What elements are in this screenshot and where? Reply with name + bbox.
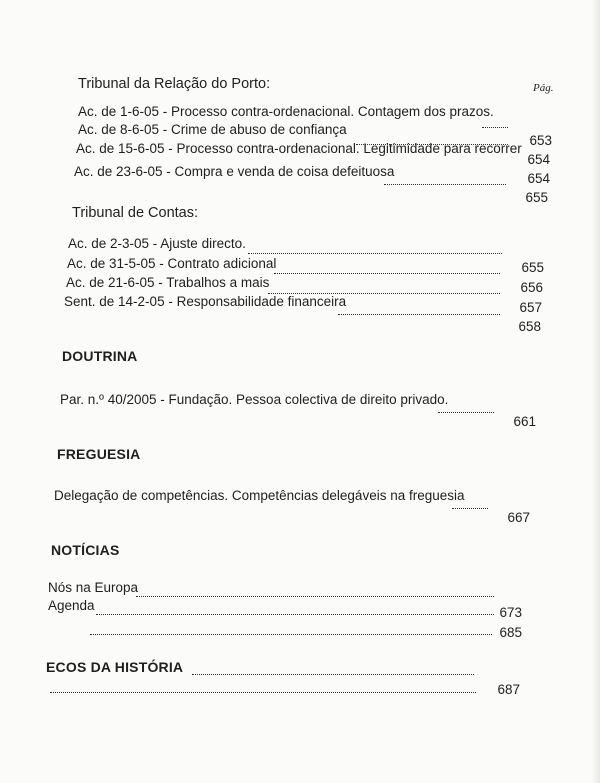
page-number: 656	[520, 280, 543, 295]
page-column-label: Pág.	[533, 82, 554, 94]
toc-entry: Agenda	[48, 598, 95, 613]
toc-entry: Ac. de 8-6-05 - Crime de abuso de confiança	[78, 122, 347, 137]
page-number: 661	[513, 414, 536, 429]
dot-leader	[274, 273, 500, 274]
toc-entry: Delegação de competências. Competências delegáveis na freguesia	[54, 488, 465, 503]
dot-leader	[96, 614, 494, 615]
dot-leader	[452, 508, 488, 509]
toc-entry: Nós na Europa	[48, 580, 139, 595]
page-number: 658	[518, 319, 541, 334]
page-number: 655	[521, 260, 544, 275]
dot-leader	[482, 127, 508, 128]
page-number: 654	[527, 171, 550, 186]
toc-entry: Par. n.º 40/2005 - Fundação. Pessoa colectiva de direito privado.	[60, 392, 449, 407]
section-title-contas: Tribunal de Contas:	[72, 205, 199, 221]
page-number: 657	[519, 300, 542, 315]
page-number: 654	[527, 152, 550, 167]
toc-entry: Ac. de 23-6-05 - Compra e venda de coisa defeituosa	[74, 164, 395, 179]
page-number: 673	[499, 605, 522, 620]
page-number: 653	[529, 133, 552, 148]
section-heading-doutrina: DOUTRINA	[62, 348, 138, 364]
page-edge-shadow	[592, 0, 600, 783]
dot-leader	[136, 596, 494, 597]
section-heading-noticias: NOTÍCIAS	[51, 542, 120, 558]
toc-entry: Ac. de 15-6-05 - Processo contra-ordenacional. Legitimidade para recorrer	[76, 141, 522, 156]
toc-entry: Ac. de 1-6-05 - Processo contra-ordenacional. Contagem dos prazos.	[78, 104, 494, 119]
toc-entry: Ac. de 21-6-05 - Trabalhos a mais	[66, 275, 270, 290]
page-number: 667	[507, 510, 530, 525]
section-heading-ecos: ECOS DA HISTÓRIA	[46, 659, 184, 675]
dot-leader	[338, 314, 500, 315]
section-title-relacao: Tribunal da Relação do Porto:	[78, 76, 271, 92]
page-number: 655	[525, 190, 548, 205]
dot-leader	[90, 634, 492, 635]
section-heading-freguesia: FREGUESIA	[57, 446, 141, 462]
page-number: 685	[499, 625, 522, 640]
dot-leader	[248, 253, 502, 254]
page-number: 687	[497, 682, 520, 697]
toc-entry: Ac. de 2-3-05 - Ajuste directo.	[68, 236, 246, 251]
toc-entry: Ac. de 31-5-05 - Contrato adicional	[67, 256, 277, 271]
toc-entry: Sent. de 14-2-05 - Responsabilidade financeira	[64, 294, 347, 309]
dot-leader	[50, 692, 476, 693]
dot-leader	[192, 674, 474, 675]
dot-leader	[438, 412, 494, 413]
dot-leader	[384, 184, 506, 185]
